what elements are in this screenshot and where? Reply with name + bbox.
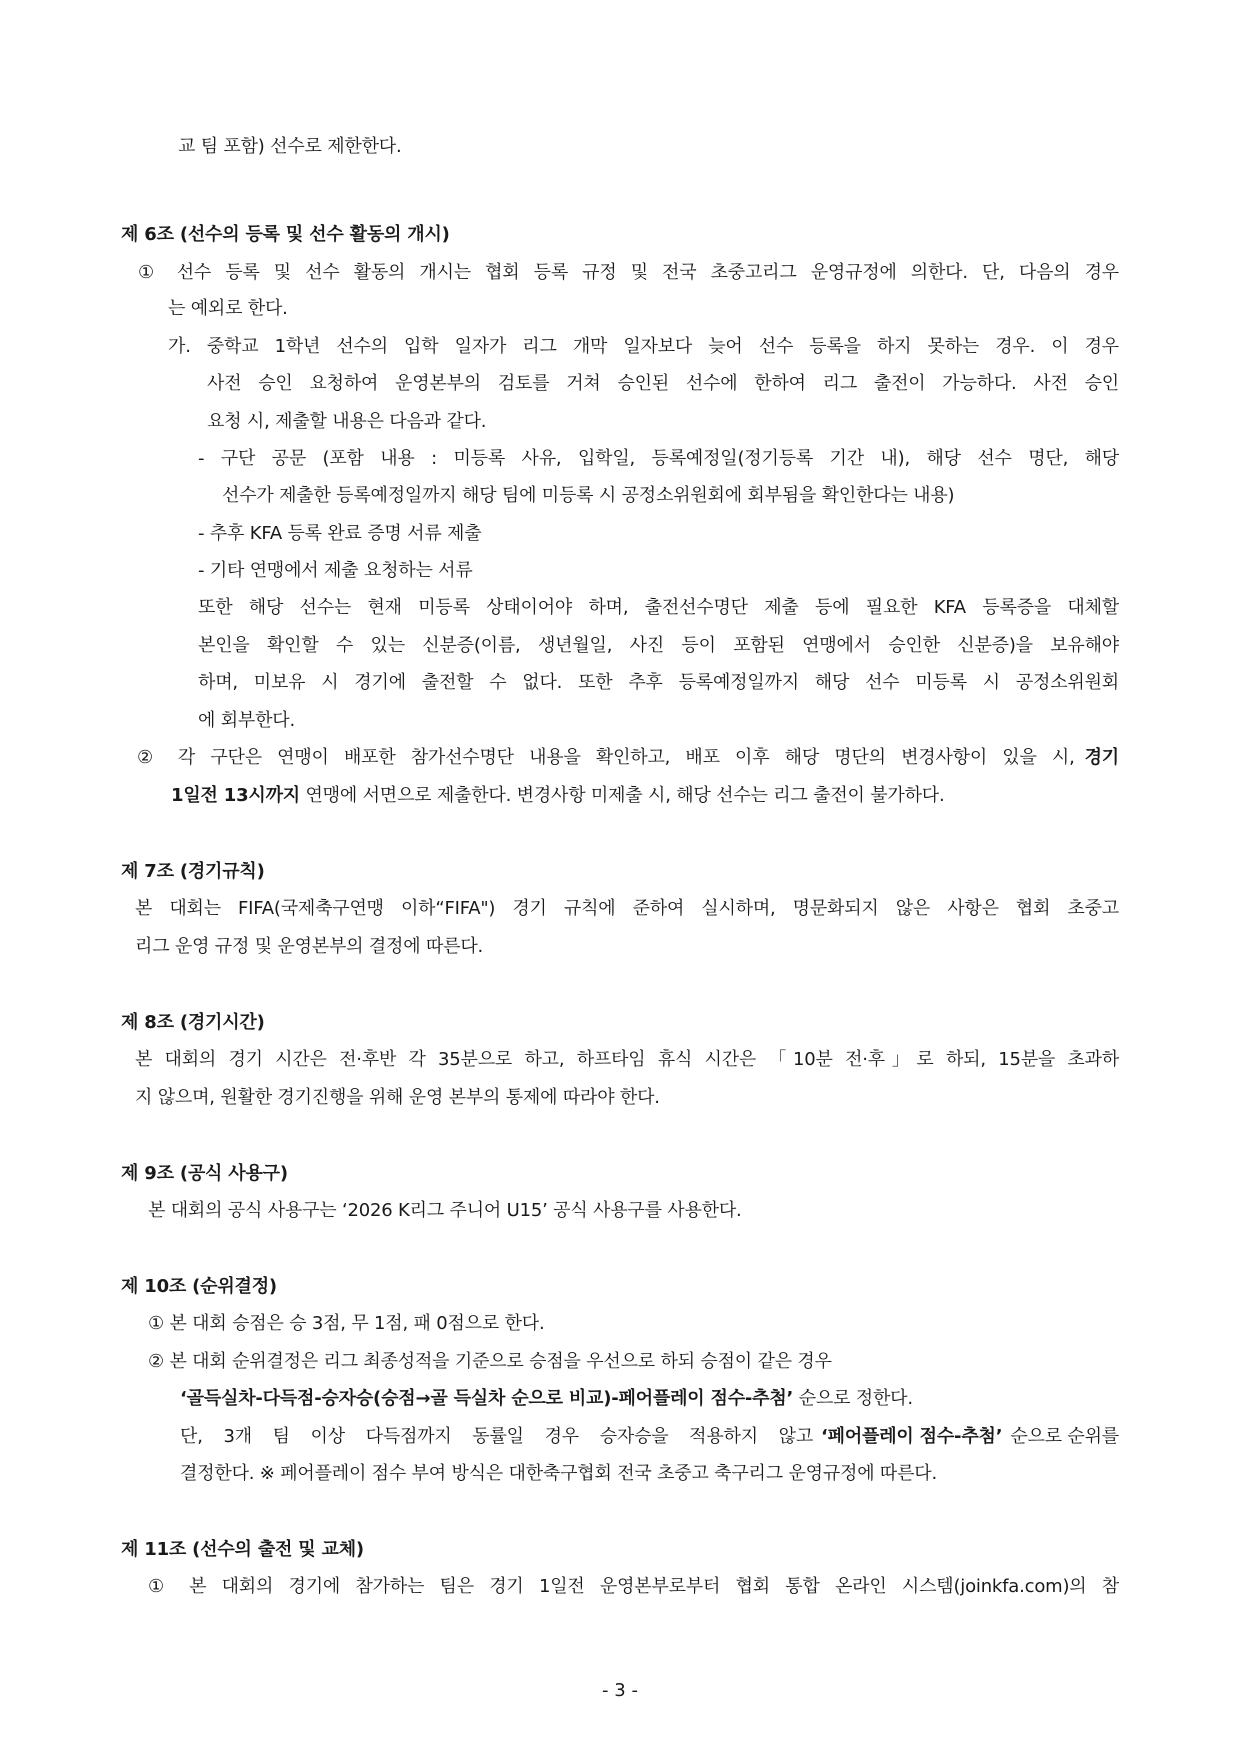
text-line: ② 본 대회 순위결정은 리그 최종성적을 기준으로 승점을 우선으로 하되 승점이 같은 경우 [148,1351,832,1372]
article-8-heading: 제 8조 (경기시간) [121,1012,265,1033]
article-7-heading: 제 7조 (경기규칙) [121,861,265,882]
bold-text: 경기 [1084,747,1119,768]
text-segment: 단, 3개 팀 이상 다득점까지 동률일 경우 승자승을 적용하지 않고 [180,1426,814,1447]
text-segment: ② 각 구단은 연맹이 배포한 참가선수명단 내용을 확인하고, 배포 이후 해당 명단의 변경사항이 있을 시, [137,747,1075,768]
text-line: - 추후 KFA 등록 완료 증명 서류 제출 [198,523,482,544]
text-line [180,1386,913,1412]
text-segment: 순으로 정한다. [793,1388,913,1409]
text-line: 또한 해당 선수는 현재 미등록 상태이어야 하며, 출전선수명단 제출 등에 필요한 KFA 등록증을 대체할 [198,597,1119,618]
text-line: 본인을 확인할 수 있는 신분증(이름, 생년월일, 사진 등이 포함된 연맹에서 승인한 신분증)을 보유해야 [198,635,1119,656]
text-line: 결정한다. ※ 페어플레이 점수 부여 방식은 대한축구협회 전국 초중고 축구리그 운영규정에 따른다. [180,1463,937,1484]
text-line [180,1424,1119,1450]
text-line: 본 대회의 경기 시간은 전·후반 각 35분으로 하고, 하프타임 휴식 시간은 「10분 전·후」로 하되, 15분을 초과하 [135,1049,1119,1070]
text-line [137,745,1119,771]
bold-text: ‘골득실차-다득점-승자승(승점→골 득실차 순으로 비교)-페어플레이 점수-추첨’ [180,1388,794,1409]
article-11-heading: 제 11조 (선수의 출전 및 교체) [121,1539,364,1560]
text-line [171,783,945,809]
text-line: 사전 승인 요청하여 운영본부의 검토를 거쳐 승인된 선수에 한하여 리그 출전이 가능하다. 사전 승인 [207,373,1119,394]
text-line: ① 선수 등록 및 선수 활동의 개시는 협회 등록 규정 및 전국 초중고리그 운영규정에 의한다. 단, 다음의 경우 [138,262,1119,283]
text-line: 는 예외로 한다. [168,298,288,319]
article-6-heading: 제 6조 (선수의 등록 및 선수 활동의 개시) [121,224,450,245]
text-line: 리그 운영 규정 및 운영본부의 결정에 따른다. [135,936,484,957]
article-10-heading: 제 10조 (순위결정) [121,1276,277,1297]
text-line: 에 회부한다. [198,710,295,731]
text-line: - 기타 연맹에서 제출 요청하는 서류 [198,560,473,581]
text-segment: 연맹에 서면으로 제출한다. 변경사항 미제출 시, 해당 선수는 리그 출전이 불가하다. [299,785,945,806]
text-segment: 순으로 순위를 [1010,1426,1119,1447]
text-line: 요청 시, 제출할 내용은 다음과 같다. [207,411,487,432]
text-line: ① 본 대회의 경기에 참가하는 팀은 경기 1일전 운영본부로부터 협회 통합 온라인 시스템(joinkfa.com)의 참 [148,1576,1119,1597]
text-line: 본 대회는 FIFA(국제축구연맹 이하“FIFA") 경기 규칙에 준하여 실시하며, 명문화되지 않은 사항은 협회 초중고 [135,898,1119,919]
text-line: 본 대회의 공식 사용구는 ‘2026 K리그 주니어 U15’ 공식 사용구를 사용한다. [148,1200,742,1221]
text-line: 선수가 제출한 등록예정일까지 해당 팀에 미등록 시 공정소위원회에 회부됨을 확인한다는 내용) [222,485,955,506]
bold-text: ‘페어플레이 점수-추첨’ [821,1426,1003,1447]
page-number: - 3 - [602,1680,638,1701]
bold-text: 1일전 13시까지 [171,785,300,806]
text-line: - 구단 공문 (포함 내용 : 미등록 사유, 입학일, 등록예정일(정기등록 기간 내), 해당 선수 명단, 해당 [198,448,1119,469]
text-line: 하며, 미보유 시 경기에 출전할 수 없다. 또한 추후 등록예정일까지 해당 선수 미등록 시 공정소위원회 [198,672,1119,693]
article-9-heading: 제 9조 (공식 사용구) [121,1163,288,1184]
text-line: 가. 중학교 1학년 선수의 입학 일자가 리그 개막 일자보다 늦어 선수 등록을 하지 못하는 경우. 이 경우 [168,336,1119,357]
text-line: 교 팀 포함) 선수로 제한한다. [178,136,402,157]
text-line: 지 않으며, 원활한 경기진행을 위해 운영 본부의 통제에 따라야 한다. [135,1087,660,1108]
text-line: ① 본 대회 승점은 승 3점, 무 1점, 패 0점으로 한다. [148,1313,545,1334]
